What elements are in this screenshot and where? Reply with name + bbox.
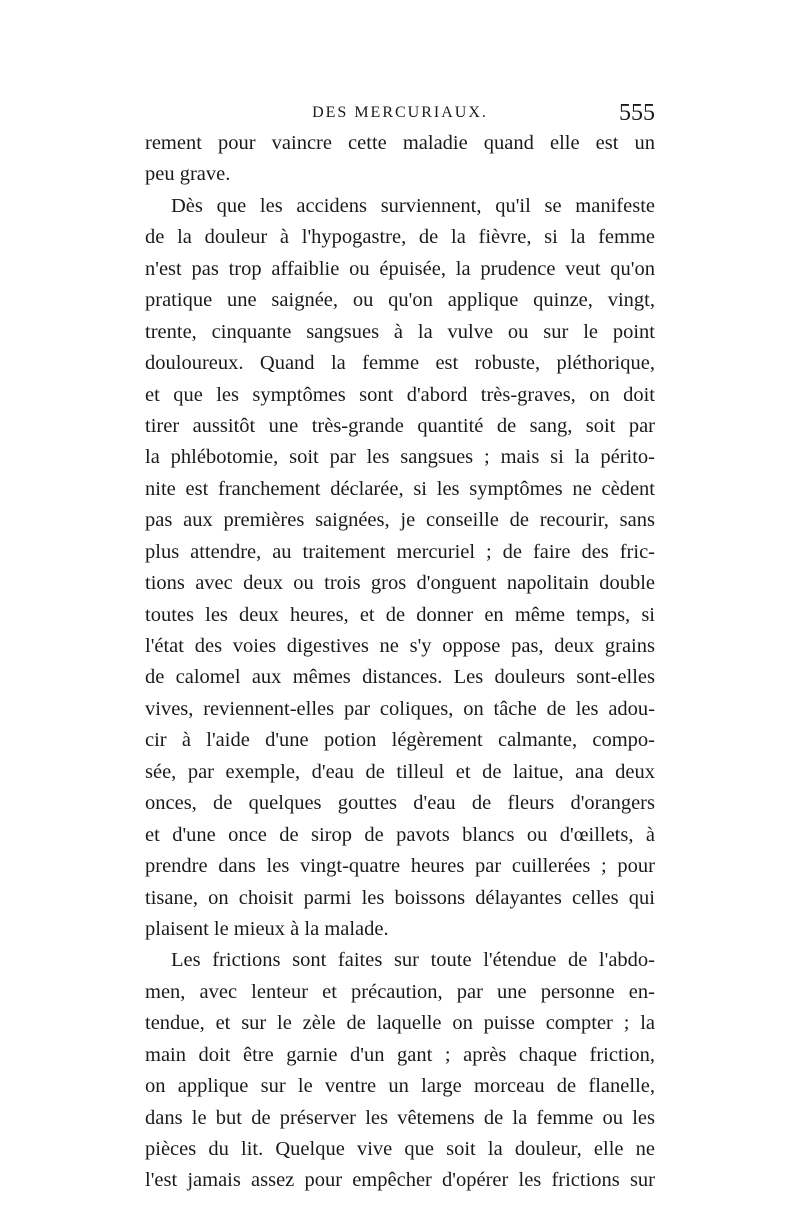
text-line: pièces du lit. Quelque vive que soit la douleur, elle ne — [145, 1138, 655, 1160]
text-line: pas aux premières saignées, je conseille de recourir, sans — [145, 509, 655, 532]
text-line: sée, par exemple, d'eau de tilleul et de laitue, ana deux — [145, 760, 655, 783]
running-title: DES MERCURIAUX. — [312, 104, 488, 121]
text-line: rement pour vaincre cette maladie quand elle est un — [145, 132, 655, 154]
text-line: plus attendre, au traitement mercuriel ; de faire des fric- — [145, 540, 655, 563]
text-line: dans le but de préserver les vêtemens de la femme ou les — [145, 1106, 655, 1129]
text-line: plaisent le mieux à la malade. — [145, 917, 389, 940]
text-line: n'est pas trop affaiblie ou épuisée, la prudence veut qu'on — [145, 257, 655, 280]
text-line: Les frictions sont faites sur toute l'étendue de l'abdo- — [171, 949, 655, 972]
text-line: et que les symptômes sont d'abord très-graves, on doit — [145, 383, 655, 406]
text-line: trente, cinquante sangsues à la vulve ou sur le point — [145, 320, 655, 343]
text-line: tions avec deux ou trois gros d'onguent napolitain double — [145, 572, 655, 595]
text-line: toutes les deux heures, et de donner en même temps, si — [145, 603, 655, 626]
running-head — [145, 96, 655, 130]
text-line: tendue, et sur le zèle de laquelle on puisse compter ; la — [145, 1012, 655, 1035]
text-line: de la douleur à l'hypogastre, de la fièvre, si la femme — [145, 226, 655, 249]
text-line: l'état des voies digestives ne s'y oppose pas, deux grains — [145, 635, 655, 657]
text-line: la phlébotomie, soit par les sangsues ; mais si la périto- — [145, 446, 655, 469]
text-line: cir à l'aide d'une potion légèrement calmante, compo- — [145, 729, 655, 752]
text-line: prendre dans les vingt-quatre heures par cuillerées ; pour — [145, 855, 655, 878]
text-line: peu grave. — [145, 163, 231, 186]
page-number: 555 — [619, 100, 655, 126]
text-line: tirer aussitôt une très-grande quantité de sang, soit par — [145, 414, 655, 437]
text-line: vives, reviennent-elles par coliques, on tâche de les adou- — [145, 697, 655, 720]
text-line: onces, de quelques gouttes d'eau de fleurs d'orangers — [145, 792, 655, 815]
body-text — [145, 128, 655, 1197]
text-line: de calomel aux mêmes distances. Les douleurs sont-elles — [145, 666, 655, 689]
text-line: main doit être garnie d'un gant ; après chaque friction, — [145, 1043, 655, 1066]
text-line: l'est jamais assez pour empêcher d'opérer les frictions sur — [145, 1169, 655, 1192]
text-line: et d'une once de sirop de pavots blancs ou d'œillets, à — [145, 823, 655, 846]
text-line: nite est franchement déclarée, si les symptômes ne cèdent — [145, 477, 655, 500]
text-line: douloureux. Quand la femme est robuste, pléthorique, — [145, 352, 655, 375]
text-line: pratique une saignée, ou qu'on applique quinze, vingt, — [145, 289, 655, 312]
text-line: men, avec lenteur et précaution, par une personne en- — [145, 980, 655, 1003]
text-line: tisane, on choisit parmi les boissons délayantes celles qui — [145, 886, 655, 909]
text-line: Dès que les accidens surviennent, qu'il se manifeste — [171, 194, 655, 217]
text-line: on applique sur le ventre un large morceau de flanelle, — [145, 1075, 655, 1098]
